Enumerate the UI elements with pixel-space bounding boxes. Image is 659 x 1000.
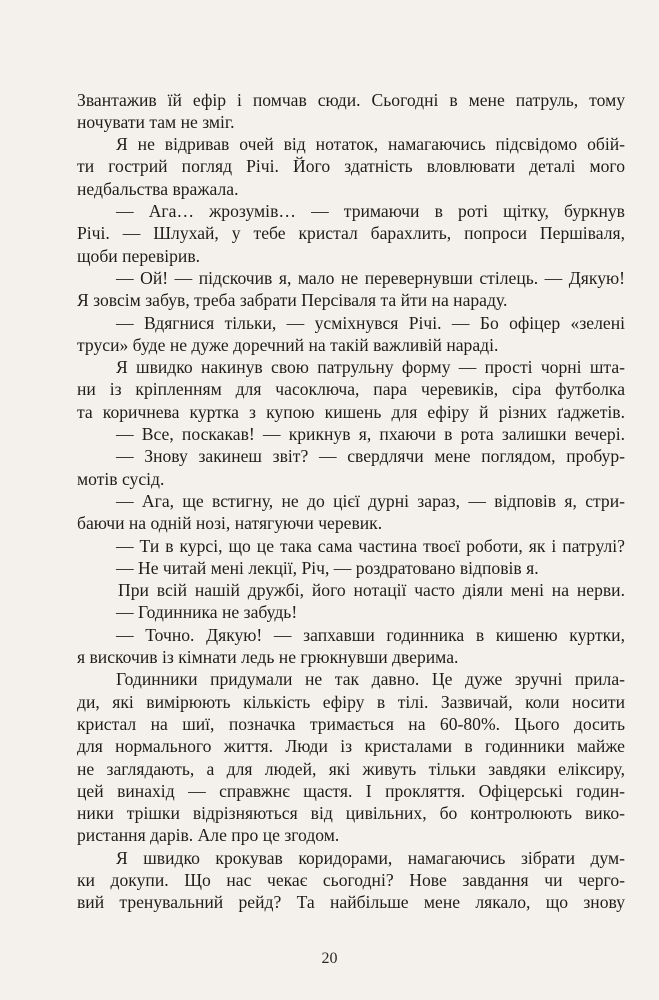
text-line: — Ти в курсі, що це така сама частина твоєї роботи, як і патрулі? [116, 536, 625, 556]
text-line: Я зовсім забув, треба забрати Персіваля та йти на нараду. [77, 290, 508, 310]
text-line: — Ага, ще встигну, не до цієї дурні зараз, — відповів я, стри- [116, 491, 625, 511]
text-line: не заглядають, а для людей, які живуть тільки завдяки еліксиру, [77, 759, 625, 779]
text-line: ти гострий погляд Річі. Його здатність вловлювати деталі мого [77, 156, 625, 176]
text-line: та коричнева куртка з купою кишень для ефіру й різних ґаджетів. [77, 402, 625, 422]
text-line: ди, які вимірюють кількість ефіру в тілі. Зазвичай, коли носити [77, 692, 625, 712]
text-line: — Знову закинеш звіт? — свердлячи мене поглядом, пробур- [116, 446, 625, 466]
text-line: — Все, поскакав! — крикнув я, пхаючи в рота залишки вечері. [116, 424, 625, 444]
text-line: труси» буде не дуже доречний на такій важливій нараді. [77, 335, 499, 355]
text-line: мотів сусід. [77, 469, 165, 489]
text-line: недбальства вражала. [77, 179, 239, 199]
text-line: ки докупи. Що нас чекає сьогодні? Нове завдання чи черго- [77, 870, 625, 890]
text-line: вий тренувальний рейд? Та найбільше мене лякало, що знову [77, 892, 625, 912]
text-line: я вискочив із кімнати ледь не грюкнувши дверима. [77, 647, 459, 667]
text-line: — Ага… жрозумів… — тримаючи в роті щітку, буркнув [116, 201, 625, 221]
text-line: — Вдягнися тільки, — усміхнувся Річі. — Бо офіцер «зелені [116, 313, 625, 333]
text-line: — Годинника не забудь! [116, 602, 298, 622]
text-line: Я швидко накинув свою патрульну форму — прості чорні шта- [116, 357, 625, 377]
text-line: При всій нашій дружбі, його нотації часто діяли мені на нерви. [118, 580, 625, 600]
text-line: кристал на шиї, позначка тримається на 60-80%. Цього досить [77, 714, 625, 734]
text-line: для нормального життя. Люди із кристалами в годинники майже [77, 736, 625, 756]
text-line: ники трішки відрізняються від цивільних, бо контролюють вико- [77, 803, 625, 823]
text-line: Річі. — Шлухай, у тебе кристал барахлить, попроси Першіваля, [77, 223, 625, 243]
text-line: — Не читай мені лекції, Річ, — роздратовано відповів я. [116, 558, 539, 578]
text-line: ни із кріпленням для часоключа, пара черевиків, сіра футболка [77, 379, 625, 399]
text-line: ночувати там не зміг. [77, 112, 235, 132]
text-line: щоби перевірив. [77, 246, 201, 266]
text-line: Я не відривав очей від нотаток, намагаючись підсвідомо обій- [116, 134, 625, 154]
text-line: Звантажив їй ефір і помчав сюди. Сьогодні в мене патруль, тому [77, 90, 625, 110]
text-line: Годинники придумали не так давно. Це дуже зручні прила- [116, 669, 625, 689]
text-line: баючи на одній нозі, натягуючи черевик. [77, 513, 383, 533]
text-line: — Ой! — підскочив я, мало не перевернувши стілець. — Дякую! [116, 268, 625, 288]
page-number: 20 [321, 950, 338, 967]
text-line: цей винахід — справжнє щастя. І прокляття. Офіцерські годин- [77, 781, 625, 801]
text-line: Я швидко крокував коридорами, намагаючись зібрати дум- [116, 848, 625, 868]
text-line: ристання дарів. Але про це згодом. [77, 825, 340, 845]
text-line: — Точно. Дякую! — запхавши годинника в кишеню куртки, [116, 625, 625, 645]
